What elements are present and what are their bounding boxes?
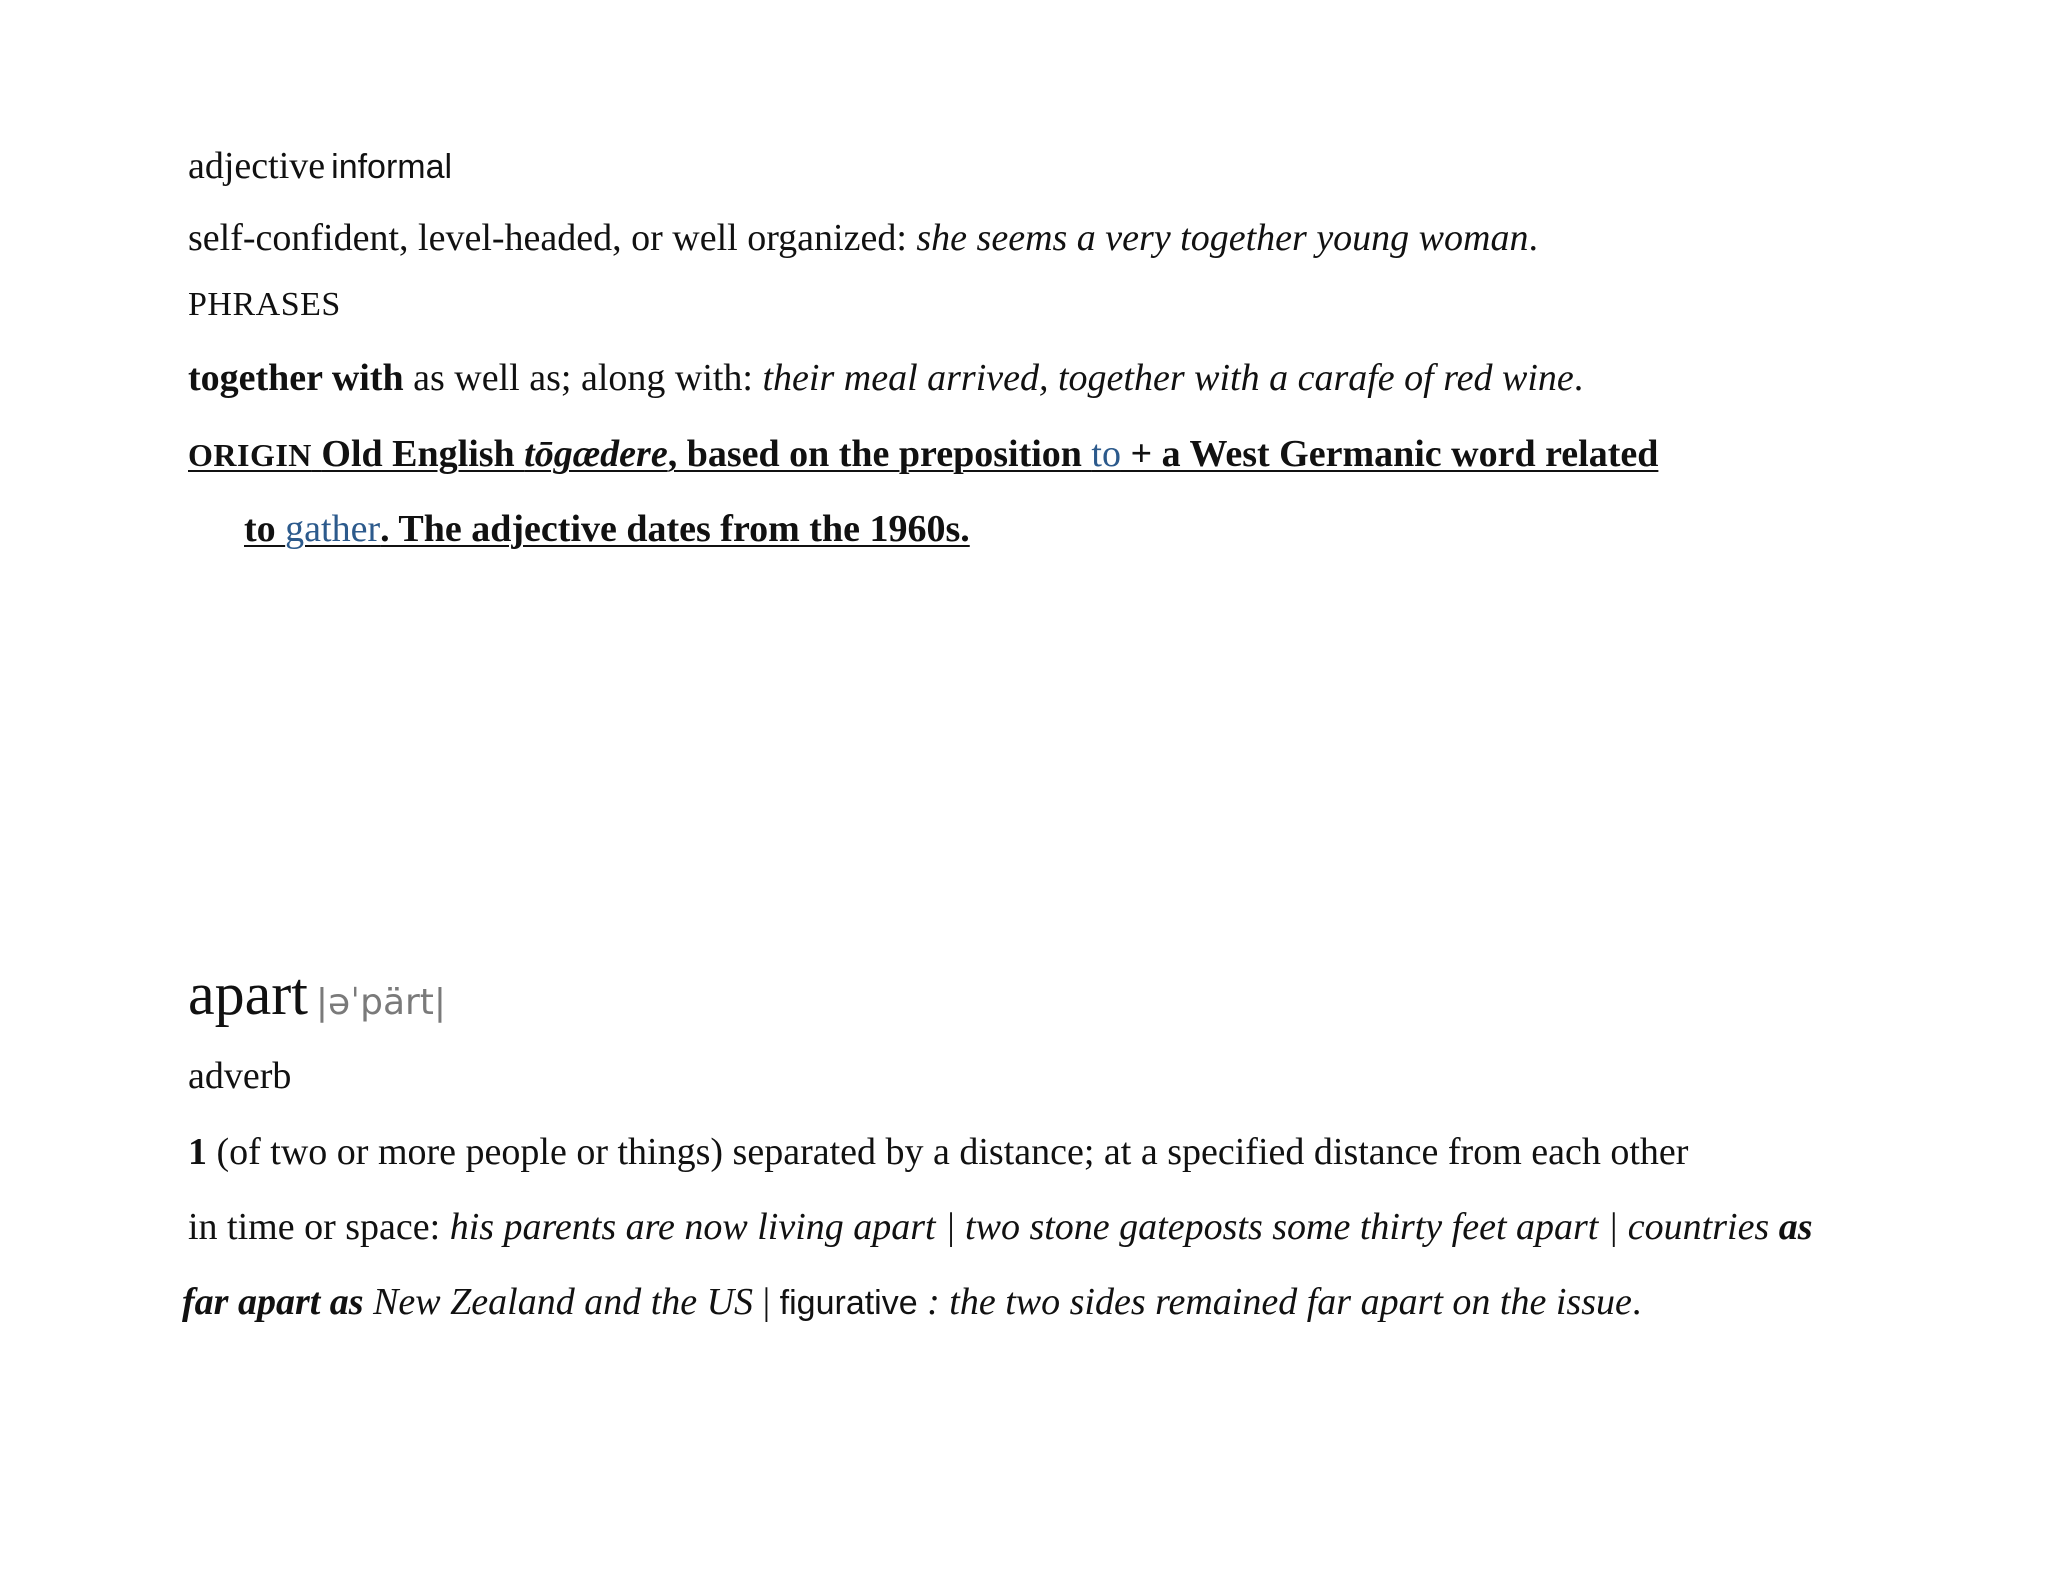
phrase-term: together with: [188, 357, 404, 399]
sense-number: 1: [188, 1131, 207, 1173]
origin-text-5: . The adjective dates from the 1960s.: [380, 508, 970, 550]
origin-label: ORIGIN: [188, 437, 312, 473]
origin-line-2: [244, 507, 970, 551]
origin-word: tōgædere: [524, 433, 668, 475]
sense-1-line-2: [188, 1205, 1813, 1249]
sense-example-period: .: [1631, 1281, 1642, 1323]
origin-link-gather[interactable]: gather: [285, 508, 381, 550]
origin-text-4: to: [244, 508, 286, 550]
register-label: informal: [331, 148, 453, 186]
example-period: .: [1528, 217, 1538, 259]
example-separator: |: [753, 1281, 780, 1323]
sense-example-2: New Zealand and the US: [363, 1281, 754, 1323]
part-of-speech: adjective: [188, 145, 326, 187]
part-of-speech-line: [188, 144, 452, 188]
headword: apart: [188, 961, 308, 1027]
example-text: she seems a very together young woman: [916, 217, 1529, 259]
origin-line-1: [188, 432, 1658, 476]
sense-example-3: : the two sides remained far apart on the issue: [917, 1281, 1632, 1323]
register-label: figurative: [779, 1284, 918, 1322]
phrase-line: [188, 356, 1583, 400]
definition-line: [188, 216, 1538, 260]
phrases-heading: PHRASES: [188, 286, 341, 323]
pronunciation: |əˈpärt|: [315, 982, 447, 1023]
sense-phrase-2: far apart as: [182, 1281, 364, 1323]
origin-text-3: + a West Germanic word related: [1120, 433, 1659, 475]
sense-definition-2: in time or space:: [188, 1206, 450, 1248]
phrase-definition: as well as; along with:: [413, 357, 753, 399]
headword-line: [188, 960, 446, 1029]
part-of-speech: adverb: [188, 1055, 292, 1097]
origin-text-1: Old English: [321, 433, 525, 475]
definition-text: self-confident, level-headed, or well organized:: [188, 217, 907, 259]
origin-link-to[interactable]: to: [1091, 433, 1121, 475]
phrase-example: their meal arrived, together with a carafe of red wine: [762, 357, 1574, 399]
origin-text-2: , based on the preposition: [667, 433, 1092, 475]
sense-1-line-3: [182, 1280, 1641, 1324]
phrase-example-period: .: [1573, 357, 1584, 399]
sense-1-line-1: [188, 1130, 1688, 1174]
sense-definition-1: (of two or more people or things) separated by a distance; at a specified distance from each other: [207, 1131, 1689, 1173]
sense-example-1: his parents are now living apart | two stone gateposts some thirty feet apart | countries: [449, 1206, 1779, 1248]
sense-phrase-1: as: [1778, 1206, 1813, 1248]
